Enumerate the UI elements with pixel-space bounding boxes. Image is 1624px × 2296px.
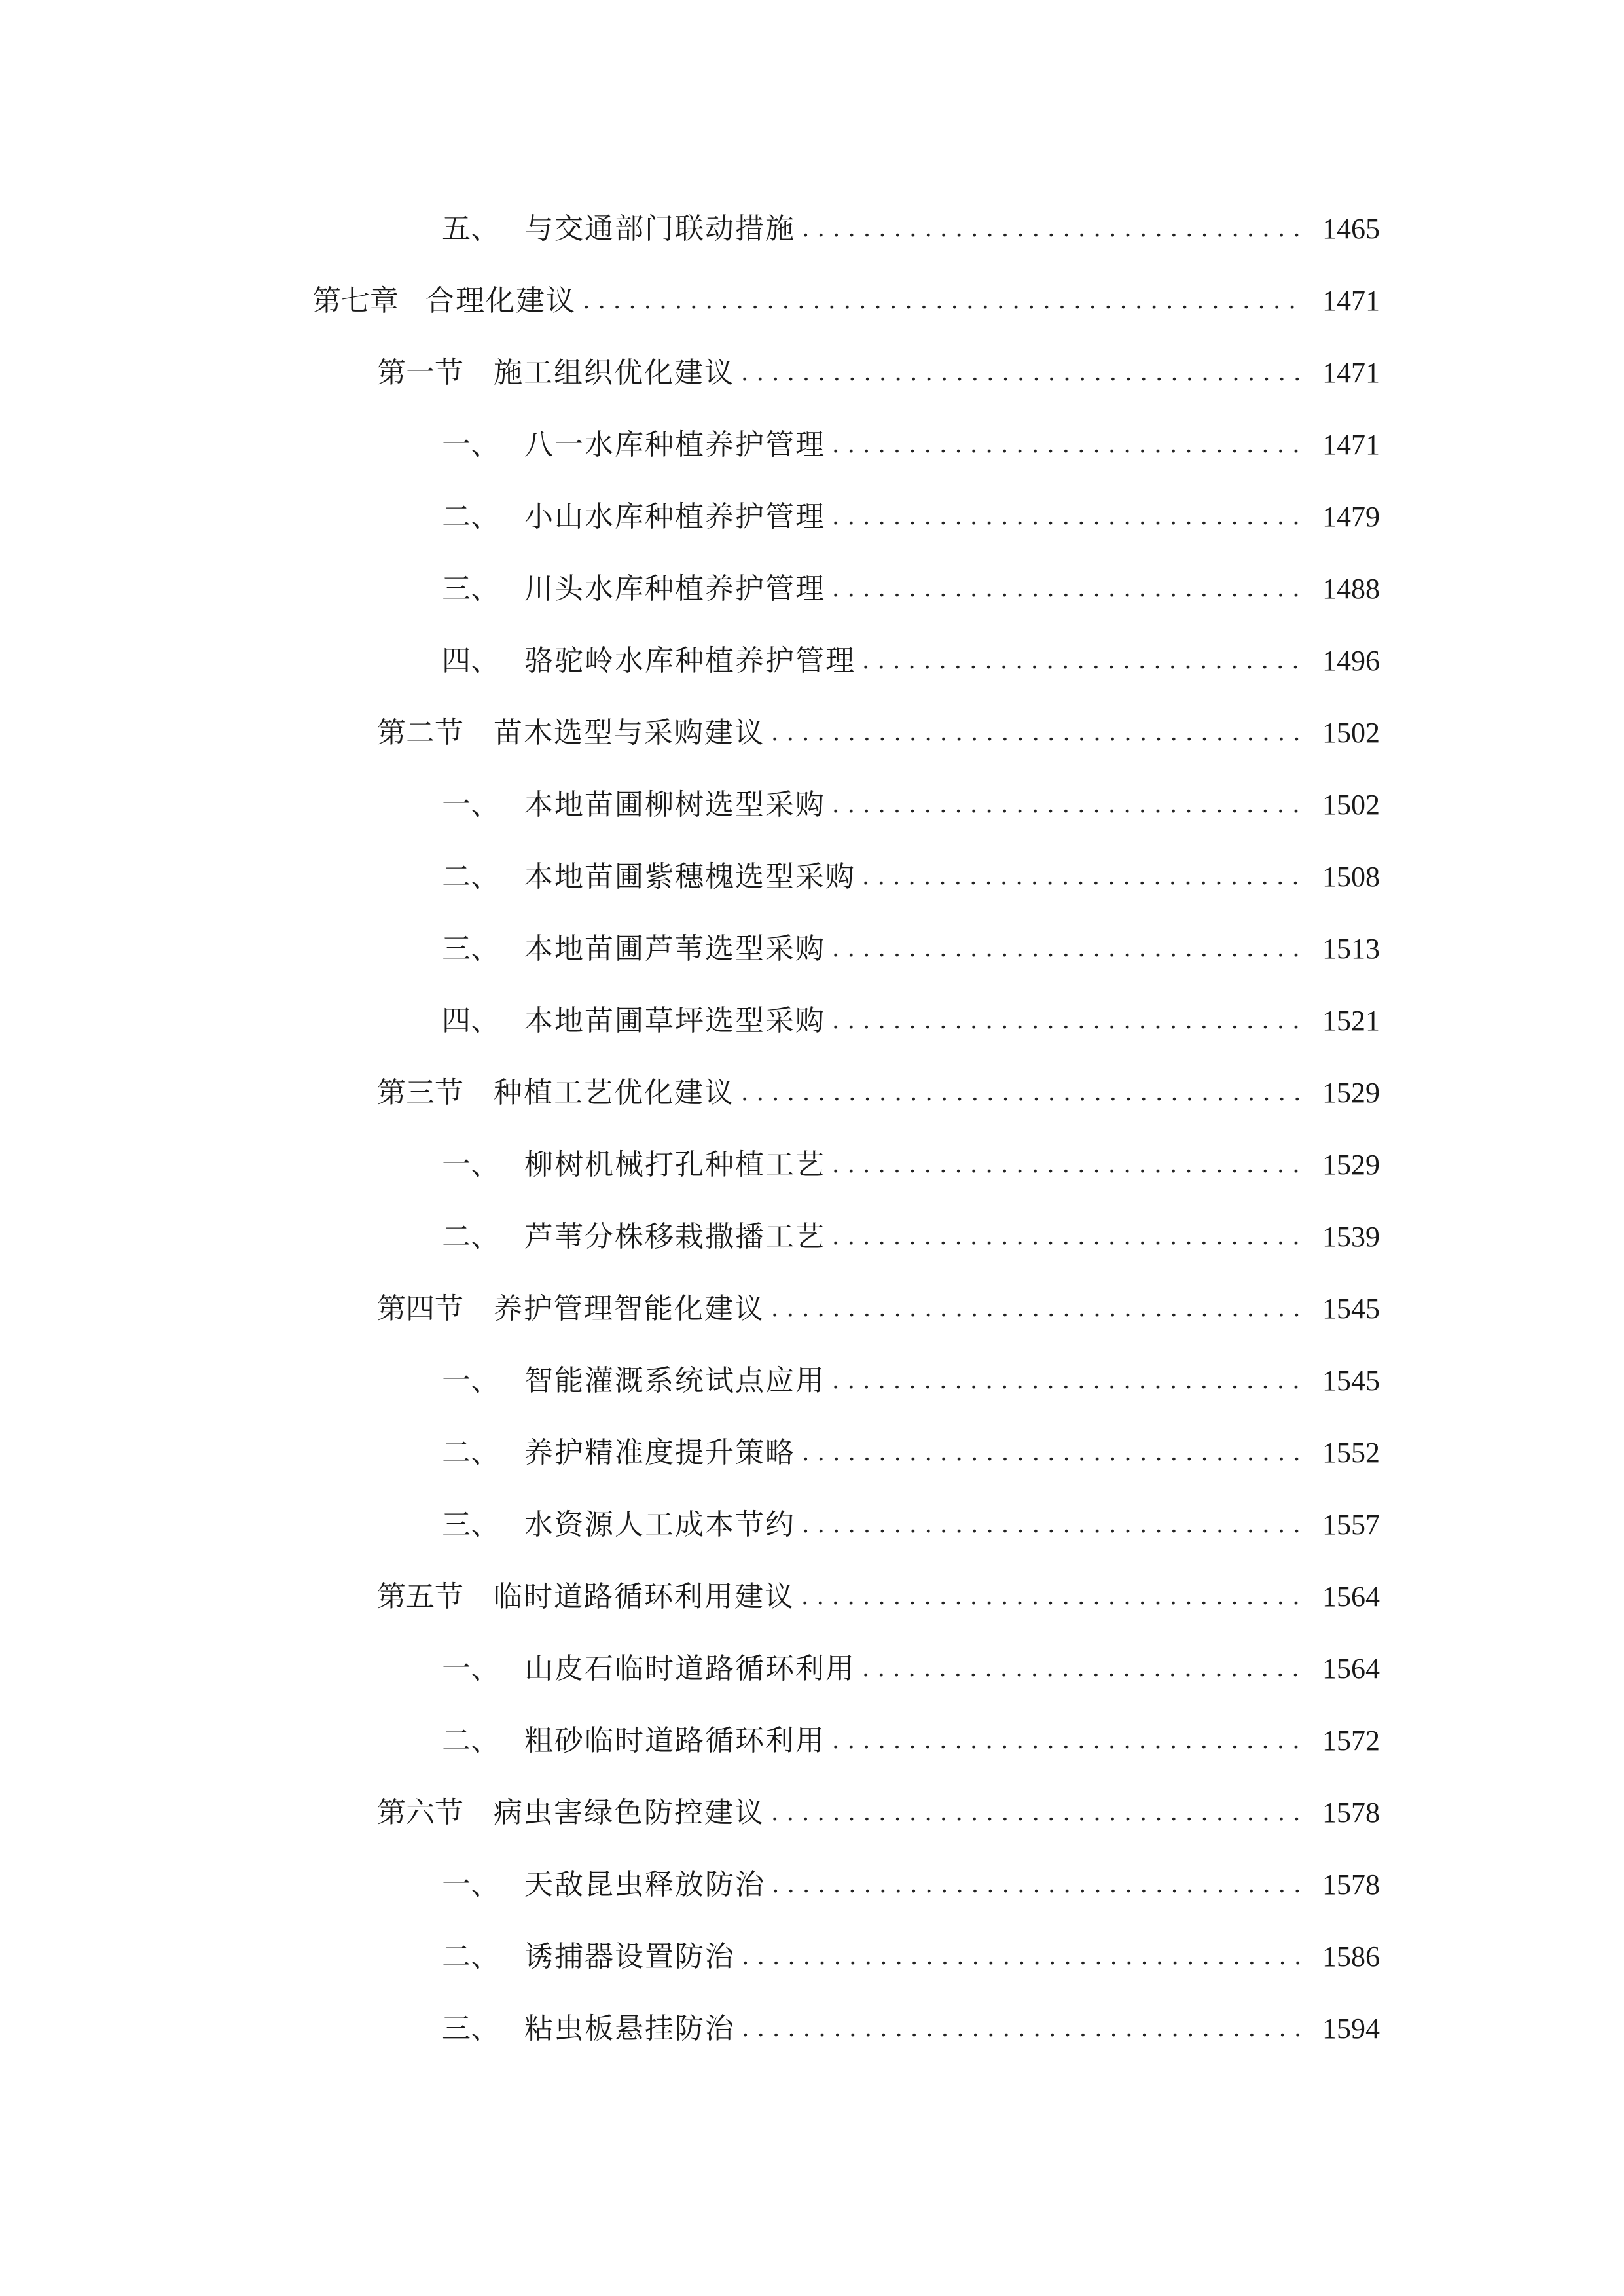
toc-entry-section[interactable] <box>377 347 1380 399</box>
toc-entry-title: 小山水库种植养护管理 <box>524 500 825 533</box>
toc-entry-section[interactable] <box>377 1787 1380 1839</box>
toc-entry-title: 本地苗圃紫穗槐选型采购 <box>524 860 856 893</box>
toc-entry-page: 1578 <box>1322 1797 1380 1829</box>
toc-entry-number: 一、 <box>442 1652 499 1685</box>
toc-entry-section[interactable] <box>377 1283 1380 1335</box>
toc-entry-number: 第二节 <box>377 716 463 749</box>
toc-entry-page: 1513 <box>1322 933 1380 965</box>
toc-entry-title: 水资源人工成本节约 <box>524 1508 795 1541</box>
dot-leader <box>832 923 1305 975</box>
toc-entry-number: 第三节 <box>377 1076 463 1109</box>
toc-entry-page: 1557 <box>1322 1509 1380 1541</box>
toc-entry-number: 第七章 <box>312 284 399 317</box>
dot-leader <box>832 1211 1305 1263</box>
toc-entry-page: 1479 <box>1322 501 1380 533</box>
toc-entry-chapter[interactable] <box>312 275 1380 327</box>
toc-entry-page: 1552 <box>1322 1437 1380 1469</box>
toc-entry-title: 本地苗圃柳树选型采购 <box>524 788 825 821</box>
toc-entry-number: 一、 <box>442 788 499 821</box>
toc-entry[interactable] <box>442 419 1380 471</box>
toc-entry[interactable] <box>442 1427 1380 1479</box>
toc-entry-number: 一、 <box>442 1148 499 1181</box>
dot-leader <box>862 851 1305 903</box>
toc-entry[interactable] <box>442 923 1380 975</box>
dot-leader <box>832 419 1305 471</box>
toc-entry-title: 施工组织优化建议 <box>494 356 734 389</box>
toc-entry-number: 二、 <box>442 1940 499 1973</box>
toc-entry-title: 诱捕器设置防治 <box>524 1940 735 1973</box>
dot-leader <box>772 1859 1305 1911</box>
dot-leader <box>802 1499 1305 1551</box>
toc-entry[interactable] <box>442 1643 1380 1695</box>
toc-entry-number: 一、 <box>442 1364 499 1397</box>
toc-entry[interactable] <box>442 1931 1380 1983</box>
toc-entry-page: 1564 <box>1322 1653 1380 1685</box>
toc-entry-page: 1529 <box>1322 1077 1380 1109</box>
toc-entry[interactable] <box>442 1859 1380 1911</box>
toc-entry[interactable] <box>442 779 1380 831</box>
toc-entry-title: 川头水库种植养护管理 <box>524 572 825 605</box>
toc-entry[interactable] <box>442 491 1380 543</box>
dot-leader <box>862 635 1305 687</box>
toc-entry-title: 山皮石临时道路循环利用 <box>524 1652 856 1685</box>
dot-leader <box>832 491 1305 543</box>
toc-entry-section[interactable] <box>377 707 1380 759</box>
toc-entry-number: 第六节 <box>377 1796 463 1829</box>
toc-entry[interactable] <box>442 635 1380 687</box>
toc-entry-number: 五、 <box>442 212 499 245</box>
toc-entry-number: 三、 <box>442 572 499 605</box>
toc-entry[interactable] <box>442 995 1380 1047</box>
toc-entry[interactable] <box>442 851 1380 903</box>
toc-entry-number: 四、 <box>442 644 499 677</box>
toc-entry-title: 病虫害绿色防控建议 <box>494 1796 765 1829</box>
dot-leader <box>771 1787 1305 1839</box>
toc-entry-page: 1545 <box>1322 1293 1380 1325</box>
toc-entry-number: 一、 <box>442 1868 499 1901</box>
toc-entry-title: 与交通部门联动措施 <box>524 212 795 245</box>
toc-entry-title: 苗木选型与采购建议 <box>494 716 765 749</box>
toc-entry-page: 1594 <box>1322 2013 1380 2045</box>
toc-entry-title: 合理化建议 <box>425 284 576 317</box>
dot-leader <box>832 995 1305 1047</box>
toc-entry-page: 1471 <box>1322 285 1380 317</box>
dot-leader <box>583 275 1305 327</box>
dot-leader <box>802 203 1305 255</box>
toc-entry-number: 三、 <box>442 1508 499 1541</box>
dot-leader <box>862 1643 1305 1695</box>
toc-entry-title: 本地苗圃草坪选型采购 <box>524 1004 825 1037</box>
toc-entry[interactable] <box>442 1715 1380 1767</box>
toc-entry[interactable] <box>442 1139 1380 1191</box>
toc-entry-section[interactable] <box>377 1067 1380 1119</box>
toc-entry-page: 1471 <box>1322 357 1380 389</box>
toc-entry-page: 1521 <box>1322 1005 1380 1037</box>
toc-entry-title: 天敌昆虫释放防治 <box>524 1868 765 1901</box>
toc-entry-title: 骆驼岭水库种植养护管理 <box>524 644 856 677</box>
toc-entry[interactable] <box>442 2003 1380 2055</box>
toc-entry-number: 四、 <box>442 1004 499 1037</box>
toc-entry-page: 1465 <box>1322 213 1380 245</box>
toc-entry-number: 二、 <box>442 1220 499 1253</box>
dot-leader <box>832 779 1305 831</box>
toc-entry-number: 一、 <box>442 428 499 461</box>
dot-leader <box>801 1571 1305 1623</box>
toc-entry-number: 二、 <box>442 1724 499 1757</box>
toc-entry-page: 1488 <box>1322 573 1380 605</box>
dot-leader <box>742 1931 1305 1983</box>
toc-entry-number: 第一节 <box>377 356 463 389</box>
toc-entry-title: 粘虫板悬挂防治 <box>524 2012 735 2045</box>
toc-entry-page: 1539 <box>1322 1221 1380 1253</box>
dot-leader <box>741 347 1305 399</box>
toc-entry-page: 1578 <box>1322 1869 1380 1901</box>
toc-entry-page: 1545 <box>1322 1365 1380 1397</box>
toc-entry-page: 1529 <box>1322 1149 1380 1181</box>
toc-entry-title: 粗砂临时道路循环利用 <box>524 1724 825 1757</box>
dot-leader <box>832 1139 1305 1191</box>
toc-entry-page: 1471 <box>1322 429 1380 461</box>
dot-leader <box>741 1067 1305 1119</box>
toc-entry[interactable] <box>442 1355 1380 1407</box>
toc-entry[interactable] <box>442 203 1380 255</box>
toc-entry-number: 三、 <box>442 2012 499 2045</box>
toc-entry-number: 第四节 <box>377 1292 463 1325</box>
toc-entry[interactable] <box>442 1211 1380 1263</box>
toc-entry-title: 芦苇分株移栽撒播工艺 <box>524 1220 825 1253</box>
toc-entry-title: 种植工艺优化建议 <box>494 1076 734 1109</box>
toc-entry-page: 1564 <box>1322 1581 1380 1613</box>
toc-entry-title: 养护管理智能化建议 <box>494 1292 765 1325</box>
toc-entry-title: 柳树机械打孔种植工艺 <box>524 1148 825 1181</box>
toc-entry[interactable] <box>442 563 1380 615</box>
toc-entry-title: 八一水库种植养护管理 <box>524 428 825 461</box>
dot-leader <box>832 1715 1305 1767</box>
dot-leader <box>802 1427 1305 1479</box>
toc-entry-title: 养护精准度提升策略 <box>524 1436 795 1469</box>
dot-leader <box>742 2003 1305 2055</box>
toc-entry-page: 1502 <box>1322 789 1380 821</box>
toc-entry-page: 1586 <box>1322 1941 1380 1973</box>
toc-entry-number: 三、 <box>442 932 499 965</box>
dot-leader <box>771 1283 1305 1335</box>
dot-leader <box>771 707 1305 759</box>
toc-entry-page: 1502 <box>1322 717 1380 749</box>
toc-entry[interactable] <box>442 1499 1380 1551</box>
toc-entry-number: 第五节 <box>377 1580 463 1613</box>
toc-entry-number: 二、 <box>442 860 499 893</box>
dot-leader <box>832 563 1305 615</box>
toc-entry-title: 智能灌溉系统试点应用 <box>524 1364 825 1397</box>
toc-entry-title: 本地苗圃芦苇选型采购 <box>524 932 825 965</box>
dot-leader <box>832 1355 1305 1407</box>
toc-entry-page: 1508 <box>1322 861 1380 893</box>
toc-entry-page: 1496 <box>1322 645 1380 677</box>
toc-entry-number: 二、 <box>442 1436 499 1469</box>
toc-entry-number: 二、 <box>442 500 499 533</box>
toc-entry-section[interactable] <box>377 1571 1380 1623</box>
toc-entry-title: 临时道路循环利用建议 <box>494 1580 795 1613</box>
toc-entry-page: 1572 <box>1322 1725 1380 1757</box>
